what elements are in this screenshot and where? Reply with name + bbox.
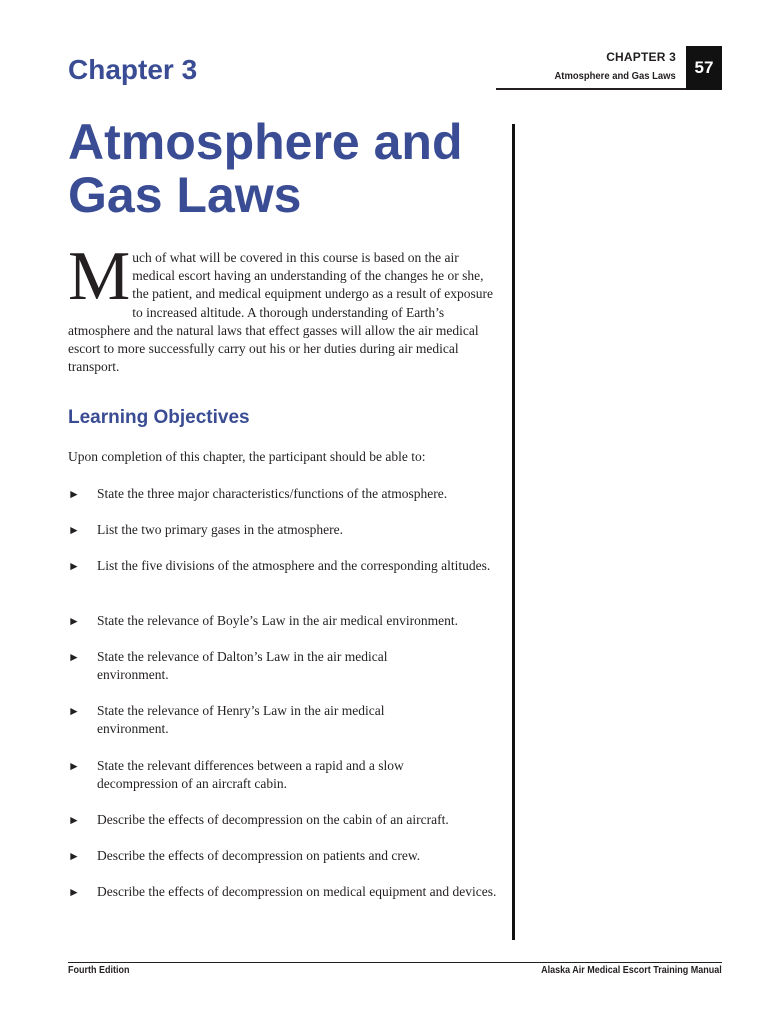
objective-text: Describe the effects of decompression on the cabin of an aircraft.	[97, 812, 449, 827]
bullet-triangle-icon: ►	[68, 704, 80, 718]
intro-text: uch of what will be covered in this course is based on the air medical escort having an understanding of the changes he or she, the patient, and medical equipment undergo as a result of exposure to increased altitude. A thorough understanding of Earth’s atmosphere and the natural laws that effect gasses will allow the air medical escort to more successfully carry out his or her duties during air medical transport.	[68, 250, 494, 375]
objective-text: List the five divisions of the atmosphere and the corresponding altitudes.	[97, 558, 491, 573]
page-title: Atmosphere and Gas Laws	[68, 114, 463, 223]
bullet-triangle-icon: ►	[68, 849, 80, 863]
bullet-triangle-icon: ►	[68, 559, 80, 573]
chapter-label: Chapter 3	[68, 54, 198, 85]
running-header	[496, 46, 722, 90]
footer-manual-title: Alaska Air Medical Escort Training Manual	[541, 965, 722, 976]
bullet-triangle-icon: ►	[68, 487, 80, 501]
objectives-lead: Upon completion of this chapter, the participant should be able to:	[68, 449, 426, 464]
intro-paragraph	[68, 238, 496, 376]
page-number: 57	[686, 46, 722, 90]
objective-text: State the relevance of Dalton’s Law in the air medical environment.	[97, 649, 388, 682]
running-header-title: Atmosphere and Gas Laws	[554, 70, 676, 82]
section-heading: Learning Objectives	[68, 407, 250, 428]
drop-cap: M	[68, 238, 131, 315]
header-rule	[496, 88, 686, 90]
bullet-triangle-icon: ►	[68, 885, 80, 899]
footer-edition: Fourth Edition	[68, 965, 130, 976]
bullet-triangle-icon: ►	[68, 523, 80, 537]
objective-text: State the relevance of Henry’s Law in the air medical environment.	[97, 703, 385, 736]
bullet-triangle-icon: ►	[68, 813, 80, 827]
objective-text: Describe the effects of decompression on patients and crew.	[97, 848, 421, 863]
running-header-chapter: CHAPTER 3	[606, 50, 676, 64]
objective-text: State the three major characteristics/functions of the atmosphere.	[97, 486, 448, 501]
bullet-triangle-icon: ►	[68, 650, 80, 664]
bullet-triangle-icon: ►	[68, 614, 80, 628]
footer-rule	[68, 962, 722, 963]
objective-text: Describe the effects of decompression on medical equipment and devices.	[97, 884, 497, 899]
objective-text: List the two primary gases in the atmosphere.	[97, 522, 343, 537]
objective-text: State the relevant differences between a rapid and a slow decompression of an aircraft cabin.	[97, 758, 404, 791]
vertical-divider	[512, 124, 515, 940]
bullet-triangle-icon: ►	[68, 759, 80, 773]
objective-text: State the relevance of Boyle’s Law in the air medical environment.	[97, 613, 458, 628]
